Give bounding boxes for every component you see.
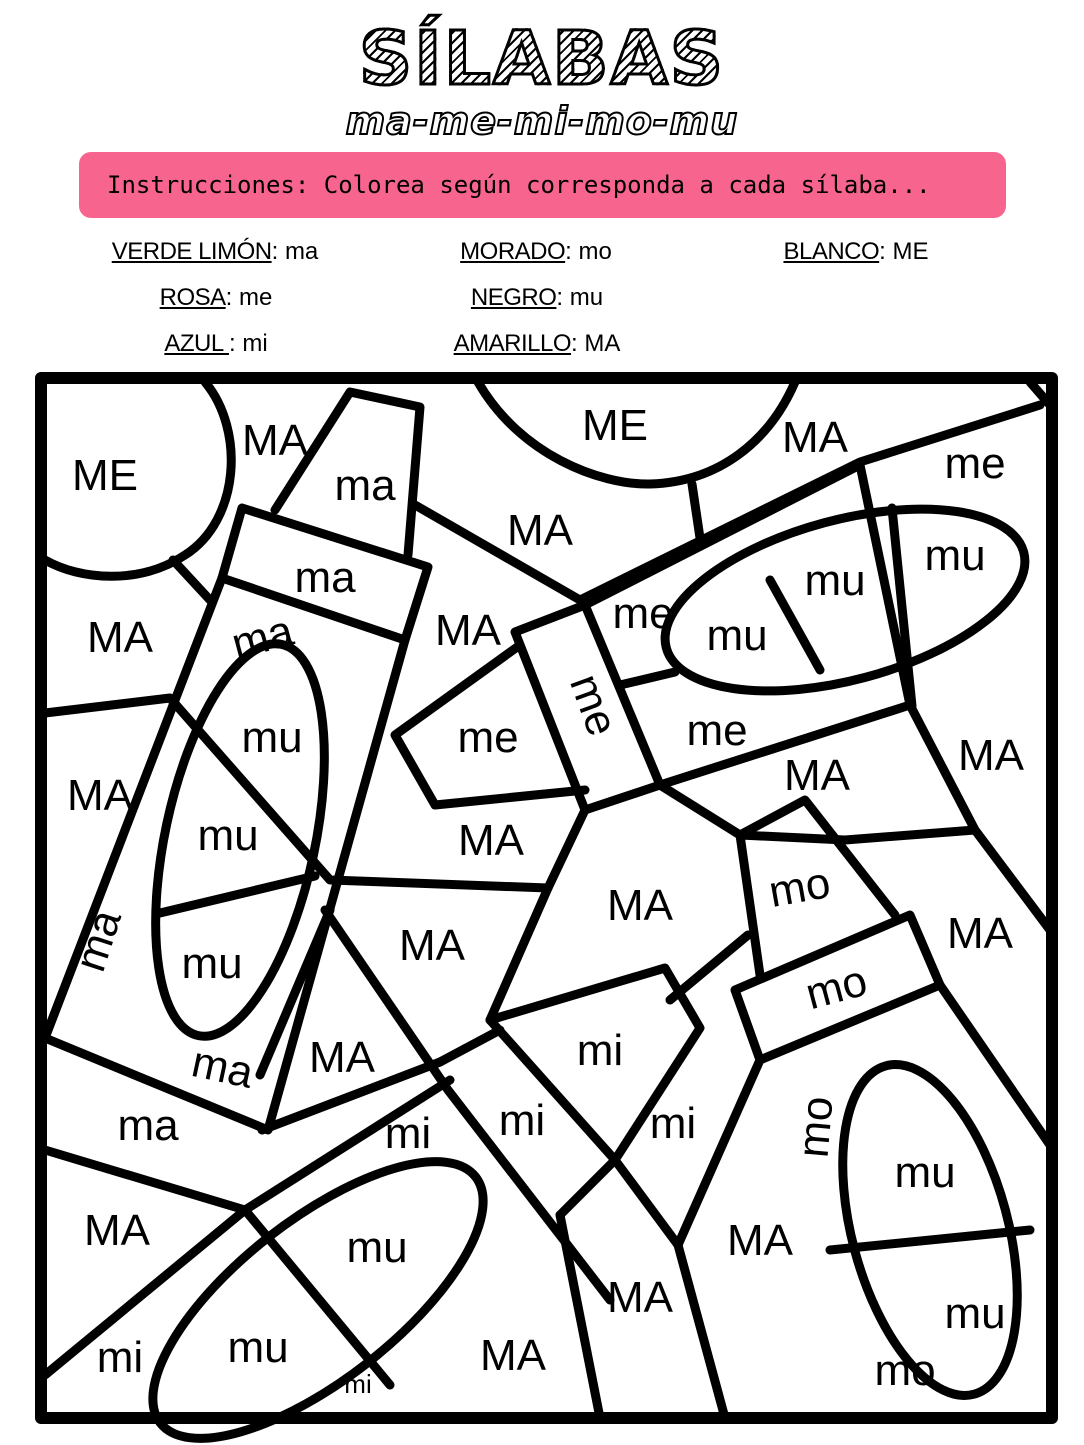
key-entry-MA: AMARILLO: MA (453, 330, 621, 357)
label: ma (117, 1101, 179, 1150)
label: MA (67, 771, 133, 820)
label: mo (788, 1094, 843, 1160)
label: mo (765, 858, 834, 917)
line (173, 560, 210, 600)
instructions-text: Instrucciones: Colorea según corresponda a cada sílaba... (107, 171, 931, 199)
key-entry-ME: BLANCO: ME (783, 238, 929, 265)
label: mu (181, 939, 243, 988)
line (160, 876, 315, 913)
label: me (686, 706, 748, 755)
label: mi (384, 1109, 432, 1158)
label: me (457, 713, 519, 762)
label: MA (507, 506, 573, 555)
label: MA (947, 909, 1013, 958)
key-entry-mu: NEGRO: mu (470, 284, 604, 311)
label: MA (784, 751, 850, 800)
key-entry-ma: VERDE LIMÓN: ma (111, 238, 319, 265)
label: mu (197, 811, 259, 860)
label: ME (582, 401, 648, 450)
label: MA (87, 613, 153, 662)
label: mu (924, 531, 986, 580)
label: mu (706, 611, 768, 660)
label: ma (187, 1037, 258, 1098)
label: mu (241, 713, 303, 762)
label: mi (576, 1026, 624, 1075)
line (940, 985, 1050, 1145)
label: MA (458, 816, 524, 865)
key-entry-me: ROSA: me (159, 284, 273, 311)
label: MA (84, 1206, 150, 1255)
label: me (560, 667, 628, 743)
label: MA (399, 921, 465, 970)
line (560, 1215, 600, 1418)
label: mu (346, 1223, 408, 1272)
label: MA (727, 1216, 793, 1265)
label: mi (649, 1099, 697, 1148)
label: ma (294, 553, 356, 602)
line (620, 672, 675, 685)
label: mi (498, 1096, 546, 1145)
label: MA (607, 881, 673, 930)
label: mo (800, 956, 873, 1020)
label: MA (309, 1033, 375, 1082)
label: mu (804, 556, 866, 605)
label: me (944, 439, 1006, 488)
line (830, 1230, 1030, 1250)
label: MA (242, 416, 308, 465)
key-entry-mi: AZUL : mi (164, 330, 268, 357)
label: ma (226, 606, 299, 670)
line (440, 1030, 500, 1062)
label: mi (344, 1369, 372, 1399)
label: MA (782, 413, 848, 462)
label: ma (334, 461, 396, 510)
line (692, 484, 700, 538)
label: mu (894, 1148, 956, 1197)
label: MA (607, 1273, 673, 1322)
line (560, 1160, 615, 1215)
label: me (612, 589, 674, 638)
line (740, 835, 760, 975)
label: mu (227, 1323, 289, 1372)
label: MA (958, 731, 1024, 780)
label: mu (944, 1289, 1006, 1338)
label: mo (874, 1346, 936, 1395)
label: ME (72, 451, 138, 500)
label: ma (65, 903, 131, 978)
key-entry-mo: MORADO: mo (460, 238, 612, 265)
line (615, 1160, 678, 1245)
worksheet-title: SÍLABAS (358, 16, 726, 102)
label: MA (480, 1331, 546, 1380)
worksheet-subtitle: ma-me-mi-mo-mu (345, 99, 739, 143)
label: mi (96, 1333, 144, 1382)
label: MA (435, 606, 501, 655)
line (678, 1245, 725, 1418)
